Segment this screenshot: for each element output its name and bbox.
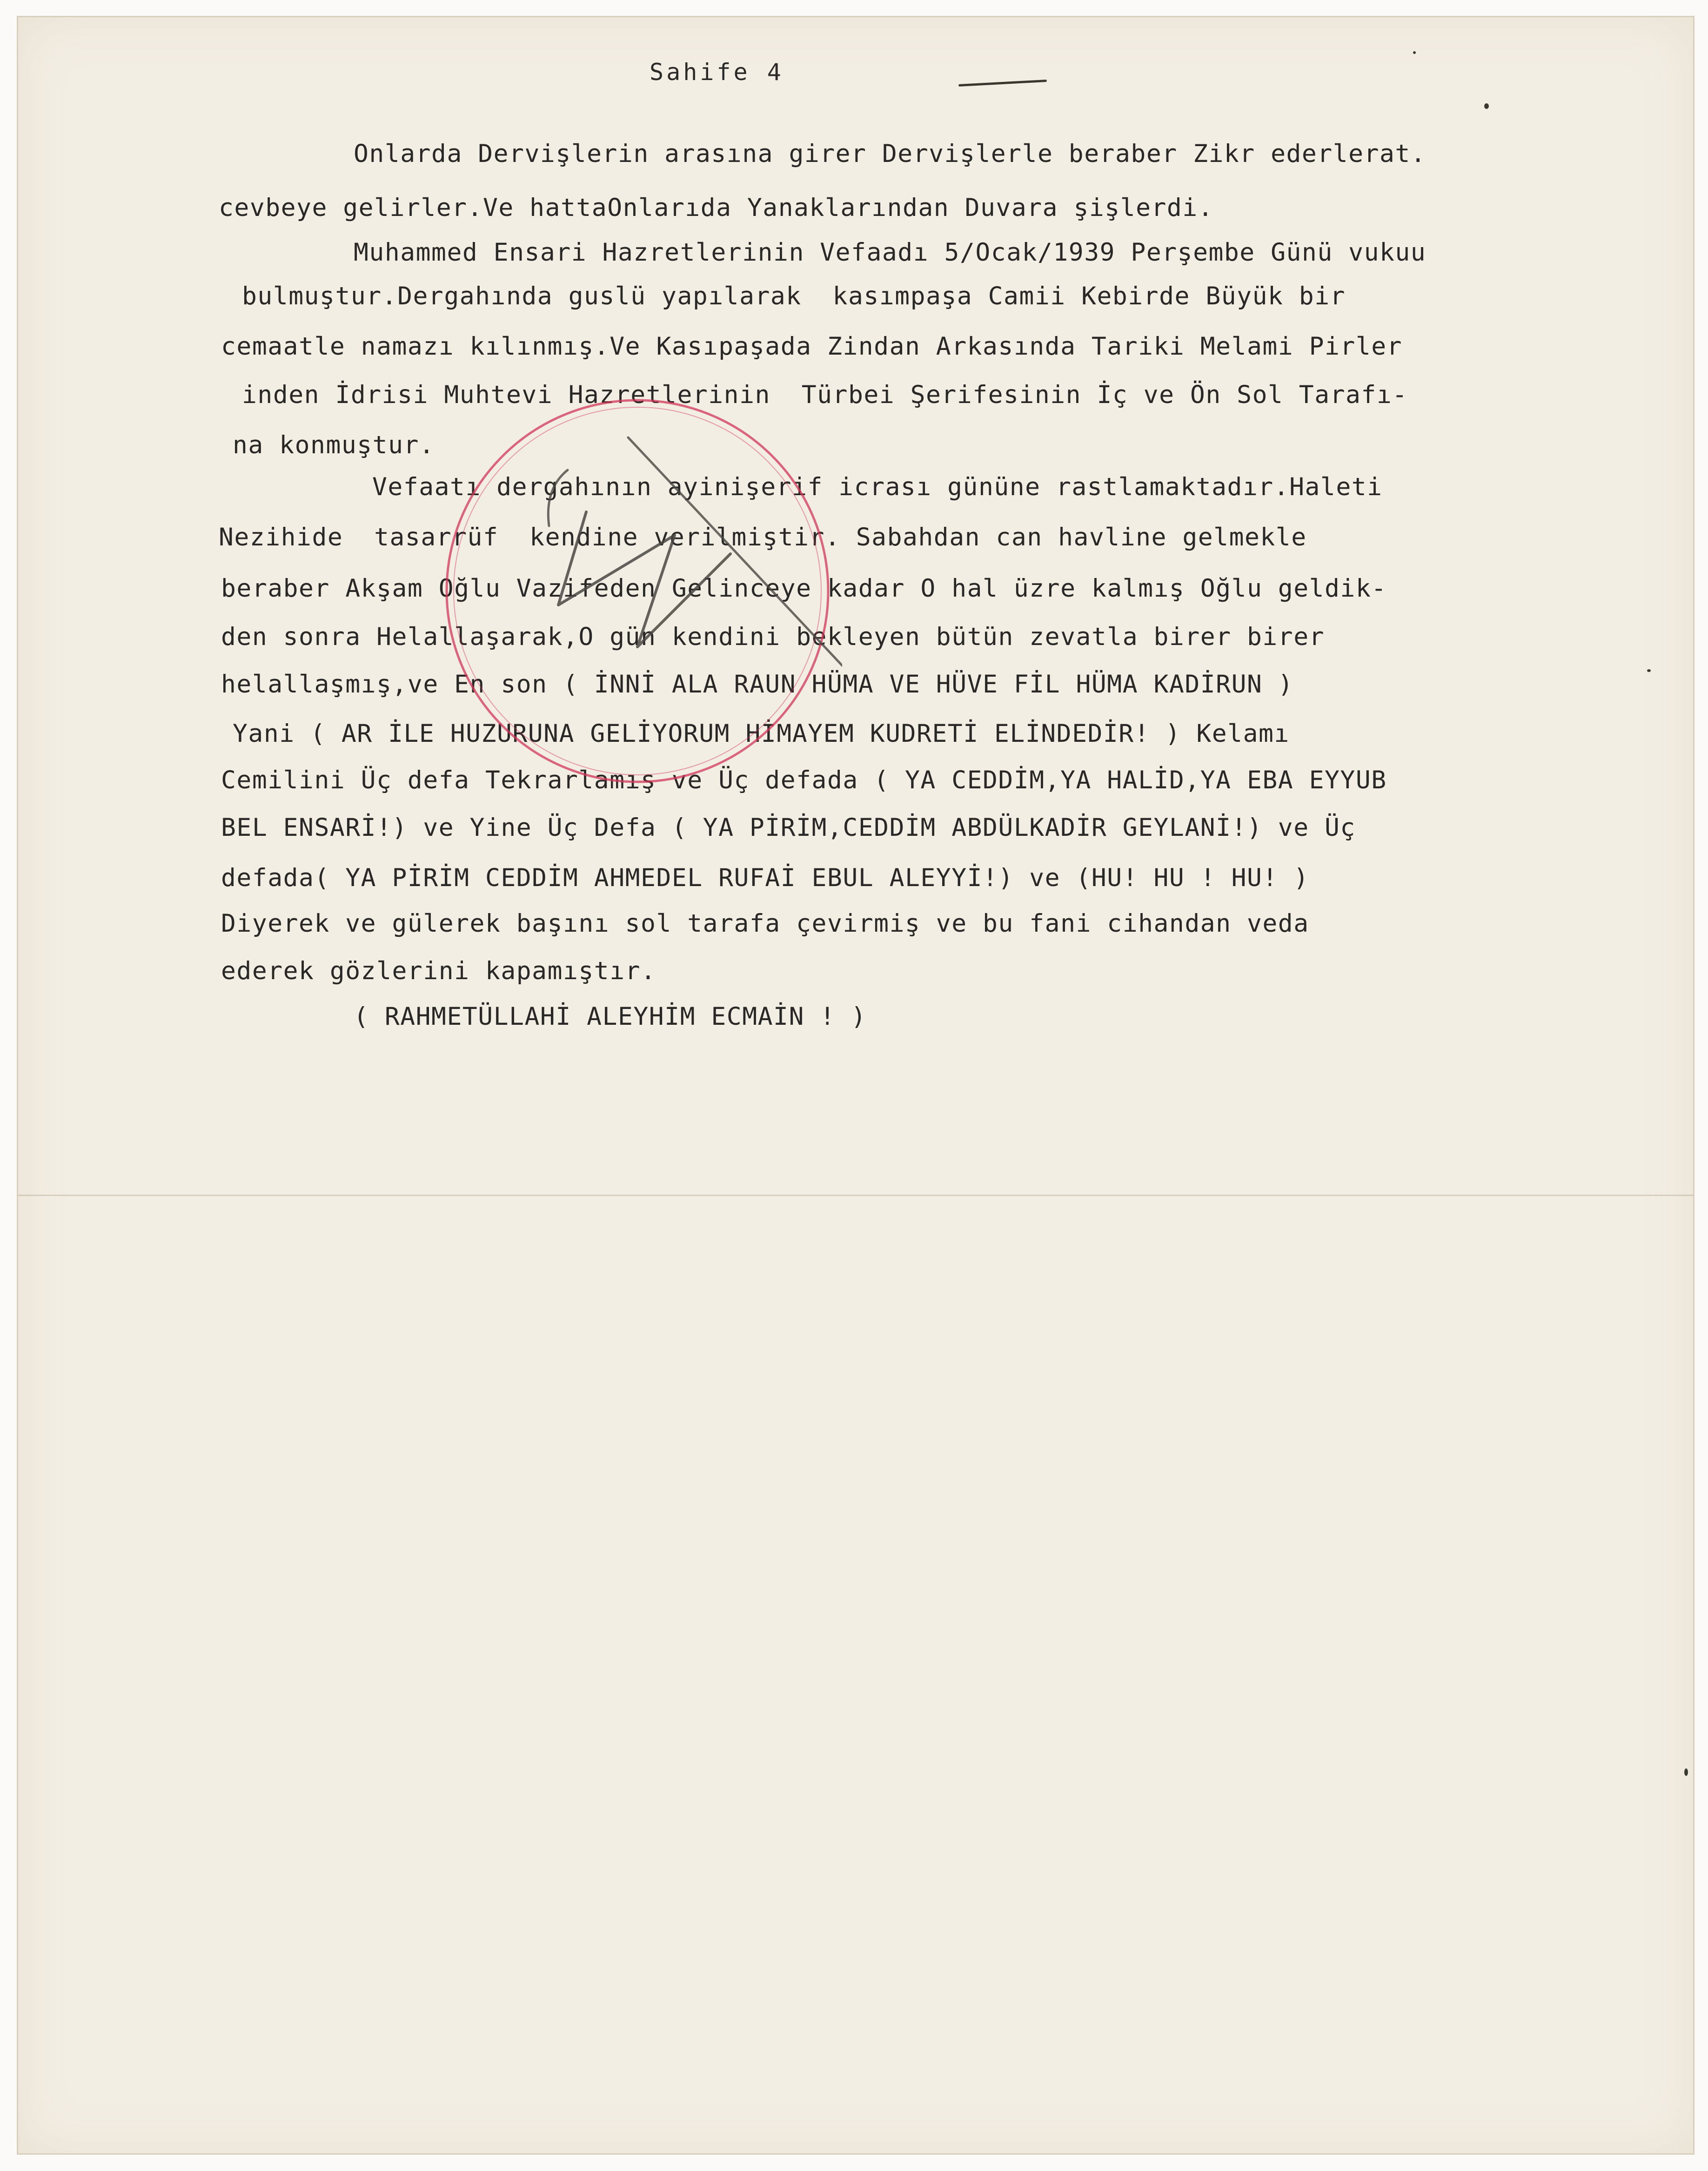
- body-line-10: beraber Akşam Oğlu Vazifeden Gelinceye kadar O hal üzre kalmış Oğlu geldik-: [221, 574, 1387, 603]
- body-line-8: Vefaatı dergahının ayinişerif icrası gününe rastlamaktadır.Haleti: [372, 473, 1383, 501]
- body-line-16: defada( YA PİRİM CEDDİM AHMEDEL RUFAİ EBUL ALEYYİ!) ve (HU! HU ! HU! ): [221, 864, 1309, 892]
- body-line-18: ederek gözlerini kapamıştır.: [221, 957, 656, 985]
- page-fold-line: [18, 1195, 1693, 1196]
- body-line-1: Onlarda Dervişlerin arasına girer Dervişlerle beraber Zikr ederlerat.: [354, 140, 1427, 168]
- body-line-17: Diyerek ve gülerek başını sol tarafa çevirmiş ve bu fani cihandan veda: [221, 909, 1309, 938]
- ink-speck: [1484, 103, 1489, 109]
- body-line-5: cemaatle namazı kılınmış.Ve Kasıpaşada Zindan Arkasında Tariki Melami Pirler: [221, 332, 1403, 361]
- body-line-2: cevbeye gelirler.Ve hattaOnlarıda Yanaklarından Duvara şişlerdi.: [219, 194, 1214, 222]
- body-line-4: bulmuştur.Dergahında guslü yapılarak kasımpaşa Camii Kebirde Büyük bir: [242, 282, 1346, 310]
- body-line-14: Cemilini Üç defa Tekrarlamış ve Üç defada ( YA CEDDİM,YA HALİD,YA EBA EYYUB: [221, 766, 1387, 794]
- body-line-11: den sonra Helallaşarak,O gün kendini bekleyen bütün zevatla birer birer: [221, 623, 1325, 651]
- ink-speck: [1647, 669, 1651, 672]
- page-number: Sahife 4: [650, 59, 784, 86]
- ink-speck: [1413, 51, 1416, 54]
- body-line-13: Yani ( AR İLE HUZURUNA GELİYORUM HİMAYEM KUDRETİ ELİNDEDİR! ) Kelamı: [233, 719, 1290, 748]
- ink-speck: [1684, 1768, 1688, 1776]
- body-line-3: Muhammed Ensari Hazretlerinin Vefaadı 5/Ocak/1939 Perşembe Günü vukuu: [354, 238, 1427, 267]
- body-line-15: BEL ENSARİ!) ve Yine Üç Defa ( YA PİRİM,CEDDİM ABDÜLKADİR GEYLANİ!) ve Üç: [221, 813, 1356, 842]
- body-line-7: na konmuştur.: [233, 431, 435, 459]
- body-line-19: ( RAHMETÜLLAHİ ALEYHİM ECMAİN ! ): [354, 1002, 867, 1031]
- body-line-6: inden İdrisi Muhtevi Hazretlerinin Türbei Şerifesinin İç ve Ön Sol Tarafı-: [242, 381, 1408, 409]
- body-line-9: Nezihide tasarrüf kendine verilmiştir. Sabahdan can havline gelmekle: [219, 523, 1307, 551]
- body-line-12: helallaşmış,ve En son ( İNNİ ALA RAUN HÜMA VE HÜVE FİL HÜMA KADİRUN ): [221, 670, 1294, 699]
